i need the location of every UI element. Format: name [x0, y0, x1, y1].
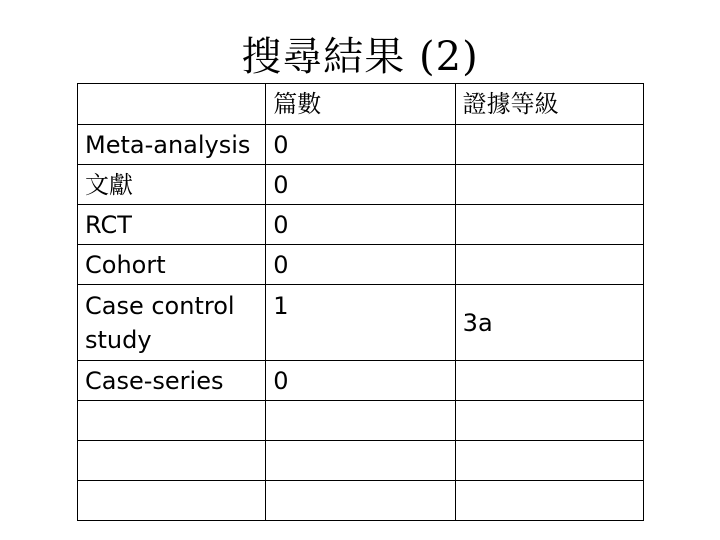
- row-count: [266, 401, 455, 441]
- row-evidence-level: [455, 401, 643, 441]
- table-row: [78, 441, 644, 481]
- row-count: [266, 481, 455, 521]
- row-count: [266, 441, 455, 481]
- row-evidence-level: [455, 245, 643, 285]
- row-evidence-level: [455, 165, 643, 205]
- row-evidence-level: [455, 441, 643, 481]
- table-header-row: [78, 84, 644, 125]
- row-count: 0: [266, 125, 455, 165]
- page-title: 搜尋結果 (2): [241, 34, 479, 80]
- table-row: [78, 361, 644, 401]
- table-row: [78, 481, 644, 521]
- search-results-table: [77, 83, 644, 521]
- row-label: [78, 401, 266, 441]
- row-evidence-level: [455, 481, 643, 521]
- table-row: [78, 125, 644, 165]
- row-count: 0: [266, 165, 455, 205]
- row-label: Meta-analysis: [78, 125, 266, 165]
- row-count: 0: [266, 245, 455, 285]
- row-evidence-level: 3a: [455, 285, 643, 361]
- row-evidence-level: [455, 125, 643, 165]
- table-row: [78, 165, 644, 205]
- header-cell-count: 篇數: [266, 84, 455, 125]
- row-label: Case-series: [78, 361, 266, 401]
- row-label: Case control study: [78, 285, 266, 361]
- header-cell-blank: [78, 84, 266, 125]
- header-cell-evidence-level: 證據等級: [455, 84, 643, 125]
- table-row: [78, 205, 644, 245]
- row-count: 1: [266, 285, 455, 361]
- row-count: 0: [266, 205, 455, 245]
- table-row: [78, 285, 644, 361]
- row-evidence-level: [455, 205, 643, 245]
- row-label: RCT: [78, 205, 266, 245]
- row-label: [78, 441, 266, 481]
- row-count: 0: [266, 361, 455, 401]
- row-evidence-level: [455, 361, 643, 401]
- table-row: [78, 245, 644, 285]
- row-label: [78, 481, 266, 521]
- row-label: Cohort: [78, 245, 266, 285]
- row-label: 文獻: [78, 165, 266, 205]
- table-row: [78, 401, 644, 441]
